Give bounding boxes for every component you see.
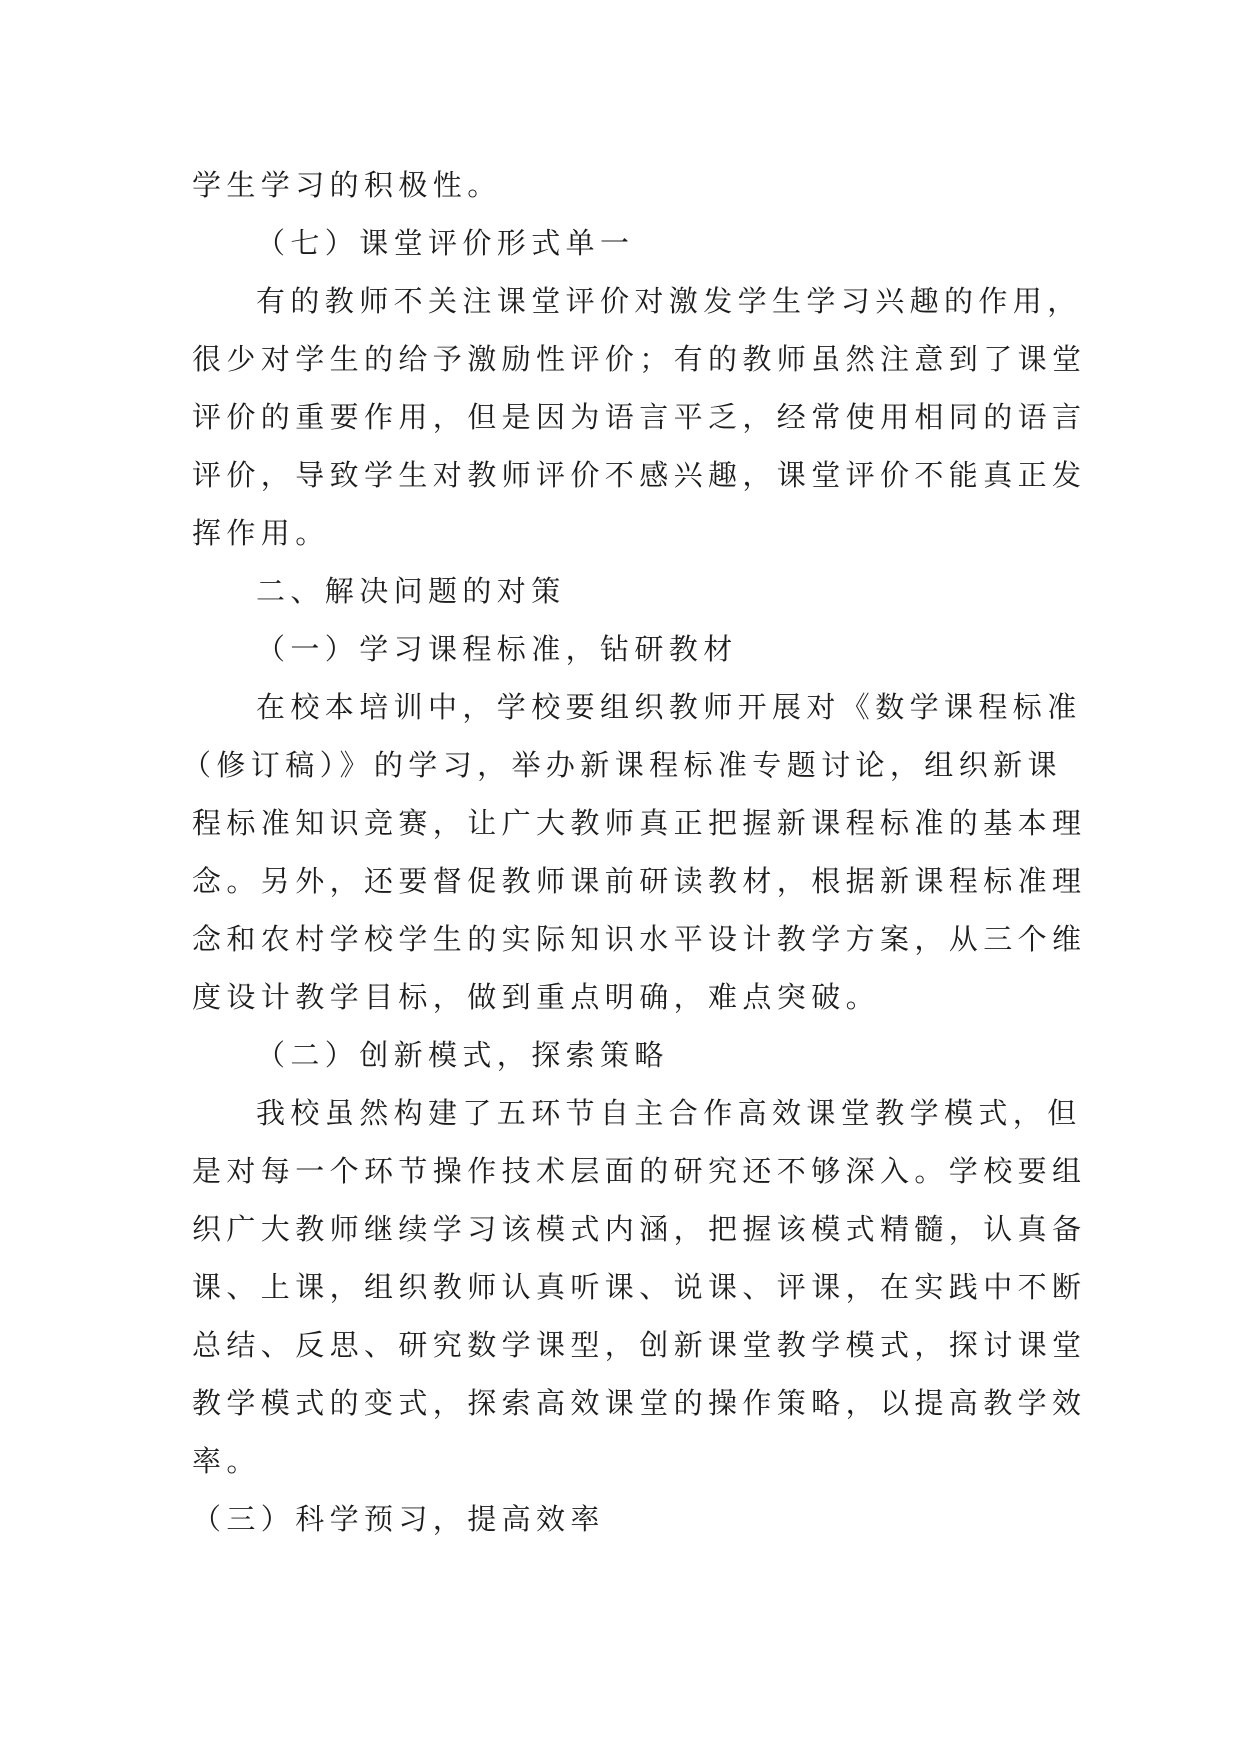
body-text-line: 教学模式的变式，探索高效课堂的操作策略，以提高教学效: [192, 1386, 1087, 1420]
body-text-line: 是对每一个环节操作技术层面的研究还不够深入。学校要组: [192, 1154, 1087, 1188]
body-text-line: 学生学习的积极性。: [192, 168, 502, 202]
body-text-line: 念和农村学校学生的实际知识水平设计教学方案，从三个维: [192, 922, 1087, 956]
body-text-line: 率。: [192, 1444, 261, 1478]
body-text-line: 有的教师不关注课堂评价对激发学生学习兴趣的作用，: [256, 284, 1082, 318]
body-text-line: 在校本培训中，学校要组织教师开展对《数学课程标准: [256, 690, 1082, 724]
body-text-line: 总结、反思、研究数学课型，创新课堂教学模式，探讨课堂: [192, 1328, 1087, 1362]
body-text-line: 度设计教学目标，做到重点明确，难点突破。: [192, 980, 881, 1014]
body-text-line: 挥作用。: [192, 516, 330, 550]
body-text-line: （修订稿）》的学习，举办新课程标准专题讨论，组织新课: [182, 748, 1062, 782]
subsection-heading-7: （七）课堂评价形式单一: [256, 226, 635, 260]
body-text-line: 很少对学生的给予激励性评价；有的教师虽然注意到了课堂: [192, 342, 1087, 376]
body-text-line: 念。另外，还要督促教师课前研读教材，根据新课程标准理: [192, 864, 1087, 898]
subsection-heading-2: （二）创新模式，探索策略: [256, 1038, 669, 1072]
body-text-line: 评价，导致学生对教师评价不感兴趣，课堂评价不能真正发: [192, 458, 1087, 492]
body-text-line: 织广大教师继续学习该模式内涵，把握该模式精髓，认真备: [192, 1212, 1087, 1246]
body-text-line: 程标准知识竞赛，让广大教师真正把握新课程标准的基本理: [192, 806, 1087, 840]
subsection-heading-1: （一）学习课程标准，钻研教材: [256, 632, 738, 666]
section-heading-2: 二、解决问题的对策: [256, 574, 566, 608]
body-text-line: 课、上课，组织教师认真听课、说课、评课，在实践中不断: [192, 1270, 1087, 1304]
subsection-heading-3: （三）科学预习，提高效率: [192, 1502, 605, 1536]
body-text-line: 我校虽然构建了五环节自主合作高效课堂教学模式，但: [256, 1096, 1082, 1130]
body-text-line: 评价的重要作用，但是因为语言平乏，经常使用相同的语言: [192, 400, 1087, 434]
